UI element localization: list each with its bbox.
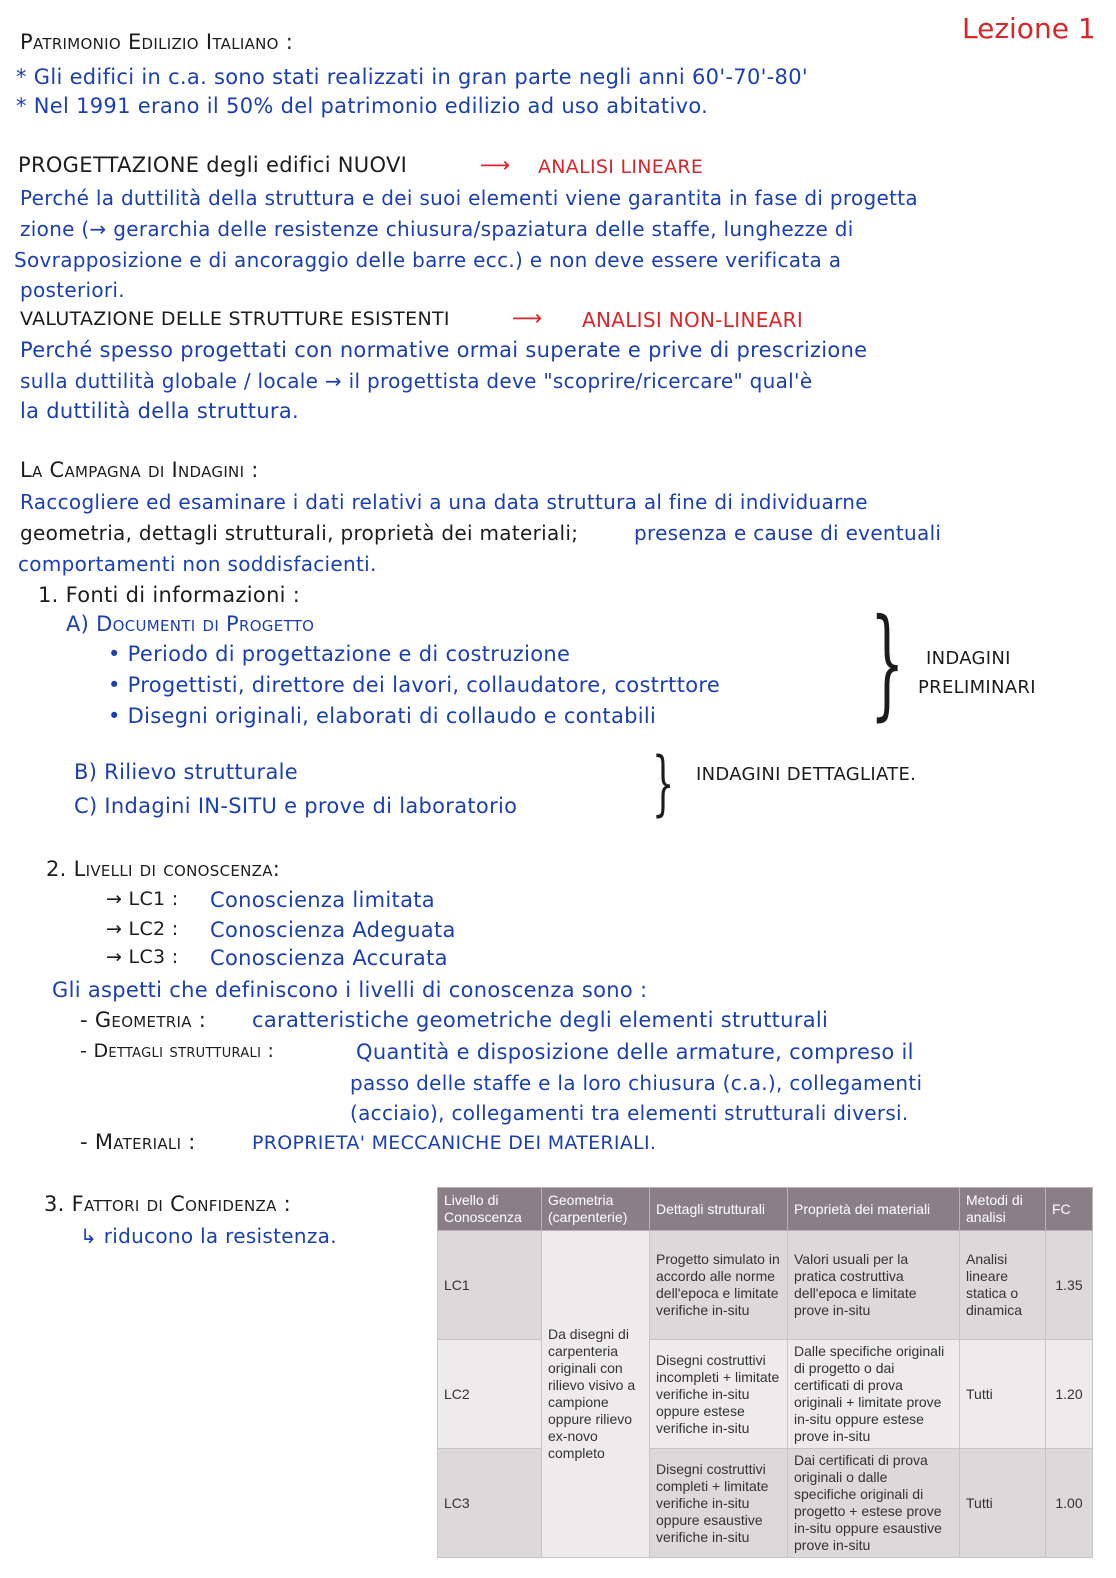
cell-proprieta: Dai certificati di prova originali o dalle specifiche originali di progetto + estese prove in-situ oppure esaustive prove in-situ xyxy=(788,1449,960,1558)
fonti-a-item-2: • Progettisti, direttore dei lavori, collaudatore, costrttore xyxy=(108,673,721,697)
valutazione-line-2: sulla duttilità globale / locale → il progettista deve "scoprire/ricercare" qual'è xyxy=(20,369,813,393)
preliminari-brace: } xyxy=(870,594,905,733)
materiali-label: - Materiali : xyxy=(80,1130,196,1154)
preliminari-label-1: INDAGINI xyxy=(926,648,1011,669)
patrimonio-bullet-1: * Gli edifici in c.a. sono stati realizzati in gran parte negli anni 60'-70'-80' xyxy=(16,65,808,89)
dettagliate-brace: } xyxy=(652,742,675,824)
table-row xyxy=(438,1449,1093,1558)
header-fc: FC xyxy=(1046,1188,1093,1231)
campagna-line-2a: geometria, dettagli strutturali, proprietà dei materiali; xyxy=(20,521,579,545)
cell-metodi: Analisi lineare statica o dinamica xyxy=(960,1231,1046,1340)
patrimonio-bullet-2: * Nel 1991 erano il 50% del patrimonio edilizio ad uso abitativo. xyxy=(16,94,709,118)
fattori-title: 3. Fattori di Confidenza : xyxy=(44,1192,292,1216)
lc2-code: → LC2 : xyxy=(106,918,179,940)
cell-fc: 1.35 xyxy=(1046,1231,1093,1340)
cell-fc: 1.20 xyxy=(1046,1340,1093,1449)
header-proprieta: Proprietà dei materiali xyxy=(788,1188,960,1231)
progettazione-title: PROGETTAZIONE degli edifici NUOVI xyxy=(18,153,408,177)
progettazione-line-2: zione (→ gerarchia delle resistenze chiusura/spaziatura delle staffe, lunghezze di xyxy=(20,217,854,241)
campagna-line-1: Raccogliere ed esaminare i dati relativi a una data struttura al fine di individuarne xyxy=(20,490,868,514)
dettagli-text-1: Quantità e disposizione delle armature, compreso il xyxy=(356,1040,914,1064)
cell-metodi: Tutti xyxy=(960,1340,1046,1449)
dettagli-text-3: (acciaio), collegamenti tra elementi strutturali diversi. xyxy=(350,1101,909,1125)
preliminari-label-2: PRELIMINARI xyxy=(918,677,1036,698)
fattori-note: ↳ riducono la resistenza. xyxy=(80,1224,337,1248)
progettazione-arrow: ⟶ xyxy=(480,153,511,177)
cell-proprieta: Valori usuali per la pratica costruttiva dell'epoca e limitate prove in-situ xyxy=(788,1231,960,1340)
knowledge-levels-table xyxy=(437,1187,1092,1558)
cell-lc: LC3 xyxy=(438,1449,542,1558)
fonti-a-title: A) Documenti di Progetto xyxy=(66,612,315,636)
materiali-text: PROPRIETA' MECCANICHE DEI MATERIALI. xyxy=(252,1132,657,1154)
dettagli-text-2: passo delle staffe e la loro chiusura (c.a.), collegamenti xyxy=(350,1071,923,1095)
cell-lc: LC2 xyxy=(438,1340,542,1449)
campagna-line-2b: presenza e cause di eventuali xyxy=(634,521,942,545)
lc3-text: Conoscienza Accurata xyxy=(210,946,448,970)
cell-fc: 1.00 xyxy=(1046,1449,1093,1558)
cell-lc: LC1 xyxy=(438,1231,542,1340)
cell-proprieta: Dalle specifiche originali di progetto o dai certificati di prova originali + limitate prove in-situ oppure estese prove in-situ xyxy=(788,1340,960,1449)
header-geometria: Geometria (carpenterie) xyxy=(542,1188,650,1231)
progettazione-line-1: Perché la duttilità della struttura e dei suoi elementi viene garantita in fase di progetta xyxy=(20,186,918,210)
fonti-b: B) Rilievo strutturale xyxy=(74,760,298,784)
fonti-a-item-3: • Disegni originali, elaborati di collaudo e contabili xyxy=(108,704,657,728)
dettagliate-label: INDAGINI DETTAGLIATE. xyxy=(696,764,917,785)
fonti-a-item-1: • Periodo di progettazione e di costruzione xyxy=(108,642,571,666)
aspetti-intro: Gli aspetti che definiscono i livelli di conoscenza sono : xyxy=(52,978,648,1002)
cell-geometria: Da disegni di carpenteria originali con rilievo visivo a campione oppure rilievo ex-novo completo xyxy=(542,1231,650,1558)
valutazione-title: VALUTAZIONE DELLE STRUTTURE ESISTENTI xyxy=(20,308,450,330)
progettazione-result: ANALISI LINEARE xyxy=(538,156,704,178)
livelli-title: 2. Livelli di conoscenza: xyxy=(46,857,281,881)
fonti-title: 1. Fonti di informazioni : xyxy=(38,583,301,607)
campagna-title: La Campagna di Indagini : xyxy=(20,458,259,482)
campagna-line-3: comportamenti non soddisfacienti. xyxy=(18,552,377,576)
valutazione-arrow: ⟶ xyxy=(512,306,543,330)
valutazione-line-3: la duttilità della struttura. xyxy=(20,399,300,423)
geometria-text: caratteristiche geometriche degli elementi strutturali xyxy=(252,1008,829,1032)
table-row xyxy=(438,1340,1093,1449)
header-metodi: Metodi di analisi xyxy=(960,1188,1046,1231)
lc3-code: → LC3 : xyxy=(106,946,179,968)
lc1-code: → LC1 : xyxy=(106,888,179,910)
cell-dettagli: Progetto simulato in accordo alle norme dell'epoca e limitate verifiche in-situ xyxy=(650,1231,788,1340)
patrimonio-title: Patrimonio Edilizio Italiano : xyxy=(20,30,294,54)
header-livello: Livello di Conoscenza xyxy=(438,1188,542,1231)
lc2-text: Conoscienza Adeguata xyxy=(210,918,456,942)
progettazione-line-3: Sovrapposizione e di ancoraggio delle barre ecc.) e non deve essere verificata a xyxy=(14,248,842,272)
dettagli-label: - Dettagli strutturali : xyxy=(80,1040,275,1062)
table-row xyxy=(438,1231,1093,1340)
progettazione-line-4: posteriori. xyxy=(20,278,125,302)
lc1-text: Conoscienza limitata xyxy=(210,888,435,912)
cell-metodi: Tutti xyxy=(960,1449,1046,1558)
valutazione-result: ANALISI NON-LINEARI xyxy=(582,308,804,332)
header-dettagli: Dettagli strutturali xyxy=(650,1188,788,1231)
geometria-label: - Geometria : xyxy=(80,1008,207,1032)
lesson-title: Lezione 1 xyxy=(962,12,1096,45)
cell-dettagli: Disegni costruttivi incompleti + limitate verifiche in-situ oppure estese verifiche in-situ xyxy=(650,1340,788,1449)
fonti-c: C) Indagini IN-SITU e prove di laboratorio xyxy=(74,794,518,818)
valutazione-line-1: Perché spesso progettati con normative ormai superate e prive di prescrizione xyxy=(20,338,868,362)
cell-dettagli: Disegni costruttivi completi + limitate verifiche in-situ oppure esaustive verifiche in-situ xyxy=(650,1449,788,1558)
